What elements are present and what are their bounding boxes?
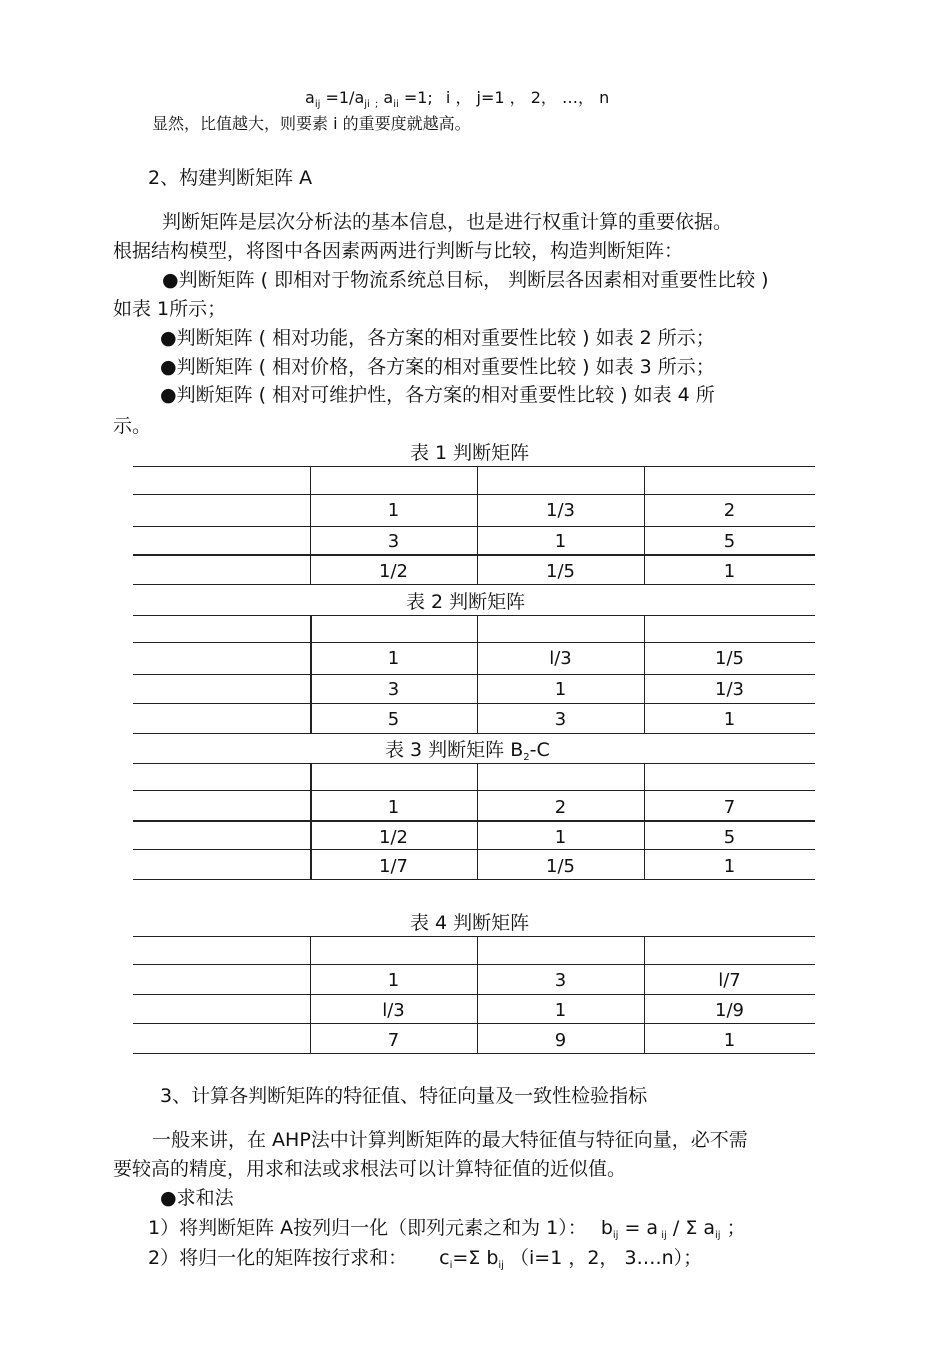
table-cell: 1 — [554, 531, 567, 552]
table-cell: 1/7 — [379, 856, 408, 877]
table-cell: 5 — [723, 827, 736, 848]
step-text: 1）将判断矩阵 A按列归一化（即列元素之和为 1）： — [148, 1217, 587, 1239]
table-cell: 5 — [723, 531, 736, 552]
table-cell: 1 — [554, 679, 567, 700]
formula-sub: ij — [612, 1230, 619, 1241]
formula-sub: i — [449, 1260, 453, 1271]
formula-a: a — [383, 88, 394, 107]
table-cell: 1 — [387, 500, 400, 521]
formula-sub: ij — [658, 1230, 667, 1241]
formula-end: （i=1 ，2， 3….n）； — [503, 1247, 703, 1269]
table-cell: l/3 — [382, 1000, 405, 1021]
table-rule — [133, 703, 815, 704]
table-cell: 1/5 — [715, 648, 744, 669]
table-rule — [133, 494, 815, 495]
table-1-caption: 表 1 判断矩阵 — [410, 442, 530, 464]
formula-eq: =Σ b — [452, 1247, 499, 1269]
table-cell: 1 — [723, 561, 736, 582]
table-rule — [133, 554, 815, 556]
table-cell: 2 — [554, 797, 567, 818]
table-rule — [133, 820, 815, 822]
table-cell: 1 — [387, 970, 400, 991]
table-rule — [133, 790, 815, 791]
table-cell: 1/9 — [715, 1000, 744, 1021]
section-3-title: 3、计算各判断矩阵的特征值、特征向量及一致性检验指标 — [160, 1085, 648, 1107]
formula-sub: ii — [393, 99, 399, 110]
bullet-item: ●判断矩阵 ( 相对功能，各方案的相对重要性比较 ) 如表 2 所示； — [160, 327, 715, 349]
table-cell: 2 — [723, 500, 736, 521]
table-rule — [133, 733, 815, 734]
table-cell: 1 — [387, 797, 400, 818]
table-rule — [133, 526, 815, 527]
formula-line — [305, 86, 609, 113]
table-cell: 7 — [387, 1030, 400, 1051]
table-cell: 1/3 — [546, 500, 575, 521]
table-cell: 1 — [554, 1000, 567, 1021]
table-rule — [133, 615, 815, 616]
bullet-item: ●判断矩阵 ( 即相对于物流系统总目标， 判断层各因素相对重要性比较 ) — [162, 269, 769, 291]
conclusion-line: 显然，比值越大，则要素 i 的重要度就越高。 — [152, 114, 471, 133]
formula-end: ； — [720, 1217, 746, 1239]
formula-c: c — [439, 1247, 450, 1269]
table-cell: 1/5 — [546, 561, 575, 582]
formula-sub: ji — [364, 99, 370, 110]
table-cell: 1 — [723, 709, 736, 730]
formula-sub: ij — [314, 99, 321, 110]
table-rule — [133, 763, 815, 764]
table-cell: 3 — [554, 709, 567, 730]
table-cell: 1 — [387, 648, 400, 669]
formula-div: / Σ a — [666, 1217, 716, 1239]
table-rule — [133, 849, 815, 850]
table-rule — [133, 466, 815, 467]
table-3-caption — [385, 738, 550, 766]
formula-eq: =1/a — [325, 88, 365, 107]
table-cell: 7 — [723, 797, 736, 818]
caption-text: -C — [529, 739, 550, 761]
formula-sep: ; — [374, 99, 379, 110]
formula-sub: ij — [498, 1260, 504, 1271]
bullet-item: ●判断矩阵 ( 相对价格，各方案的相对重要性比较 ) 如表 3 所示； — [160, 356, 715, 378]
table-cell: 3 — [387, 679, 400, 700]
section-2-title: 2、构建判断矩阵 A — [148, 167, 313, 189]
formula-eq: =1; — [403, 88, 433, 107]
formula-eq: = a — [618, 1217, 659, 1239]
bullet-item: ●判断矩阵 ( 相对可维护性，各方案的相对重要性比较 ) 如表 4 所 — [160, 384, 715, 406]
table-rule — [133, 1023, 815, 1024]
table-rule — [133, 879, 815, 880]
table-4-caption: 表 4 判断矩阵 — [410, 912, 530, 934]
table-rule — [133, 994, 815, 995]
table-cell: 3 — [554, 970, 567, 991]
table-rule — [133, 642, 815, 643]
step-2 — [148, 1246, 702, 1274]
paragraph-line: 根据结构模型，将图中各因素两两进行判断与比较，构造判断矩阵： — [113, 240, 684, 262]
table-cell: l/3 — [549, 648, 572, 669]
paragraph-line: 判断矩阵是层次分析法的基本信息，也是进行权重计算的重要依据。 — [162, 211, 733, 233]
bullet-item: ●求和法 — [160, 1187, 234, 1209]
table-cell: 1/2 — [379, 561, 408, 582]
table-cell: 1 — [554, 827, 567, 848]
formula-b: b — [600, 1217, 613, 1239]
formula-sub: ij — [715, 1230, 721, 1241]
paragraph-line: 要较高的精度，用求和法或求根法可以计算特征值的近似值。 — [113, 1158, 627, 1180]
table-2-caption: 表 2 判断矩阵 — [406, 591, 526, 613]
table-rule — [133, 964, 815, 965]
formula-a: a — [305, 88, 315, 107]
caption-text: 表 3 判断矩阵 B — [385, 739, 524, 761]
table-cell: l/7 — [718, 970, 741, 991]
table-cell: 9 — [554, 1030, 567, 1051]
table-rule — [133, 584, 815, 585]
table-rule — [133, 936, 815, 937]
table-cell: 1/3 — [715, 679, 744, 700]
table-cell: 1 — [723, 1030, 736, 1051]
paragraph-line: 一般来讲，在 AHP法中计算判断矩阵的最大特征值与特征向量，必不需 — [152, 1129, 748, 1151]
table-cell: 3 — [387, 531, 400, 552]
bullet-item-cont: 如表 1所示； — [113, 298, 227, 320]
bullet-item-cont: 示。 — [113, 415, 152, 437]
step-1 — [148, 1216, 746, 1244]
table-cell: 1 — [723, 856, 736, 877]
table-cell: 5 — [387, 709, 400, 730]
table-cell: 1/2 — [379, 827, 408, 848]
table-cell: 1/5 — [546, 856, 575, 877]
step-text: 2）将归一化的矩阵按行求和： — [148, 1247, 408, 1269]
formula-rest: i ， j=1 ， 2， …， n — [445, 88, 610, 107]
caption-subscript: 2 — [523, 752, 530, 763]
table-rule — [133, 674, 815, 675]
table-rule — [133, 1053, 815, 1054]
